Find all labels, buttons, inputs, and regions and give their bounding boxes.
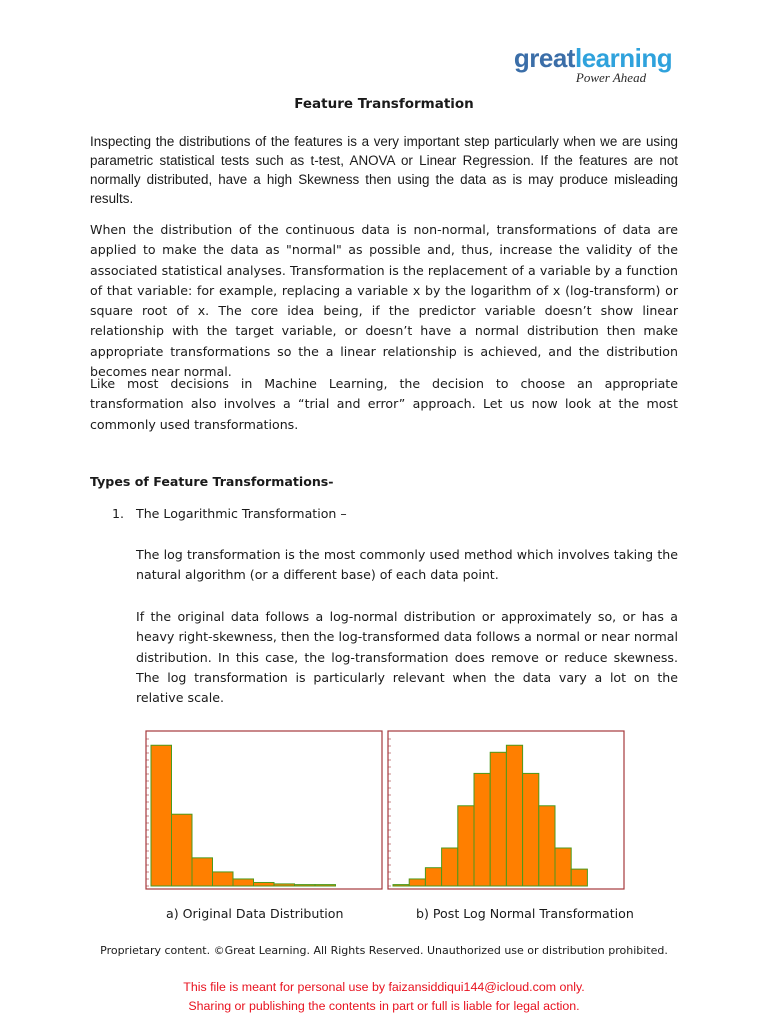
list-item-number: 1. xyxy=(112,506,125,521)
paragraph-log-effect: If the original data follows a log-normal distribution or approximately so, or has a heavy right-skewness, then the log-transformed data follows a normal or near normal distribution. In this case, the log-transformation does remove or reduce skewness. The log transformation is particularly relevant when the data vary a lot on the relative scale. xyxy=(136,609,678,706)
paragraph-transformation-definition: When the distribution of the continuous data is non-normal, transformations of data are applied to make the data as "normal" as possible and, thus, increase the validity of the associated statistical analyses. Transformation is the replacement of a variable by a function of that variable: for example, replacing a variable x by the logarithm of x (log-transform) or square root of x. The core idea being, if the predictor variable doesn’t show linear relationship with the target variable, or doesn’t have a normal distribution then make appropriate transformations so the a linear relationship is achieved, and the distribution becomes near normal. xyxy=(90,222,678,380)
caption-original-distribution: a) Original Data Distribution xyxy=(166,906,344,921)
logo-wordmark xyxy=(505,44,681,72)
histogram-bar xyxy=(409,879,425,886)
histogram-bar xyxy=(523,773,539,886)
paragraph-log-method: The log transformation is the most commonly used method which involves taking the natural algorithm (or a different base) of each data point. xyxy=(136,547,678,583)
histogram-bar xyxy=(274,884,295,886)
histogram-bar xyxy=(490,752,506,886)
notice-legal-warning: Sharing or publishing the contents in part or full is liable for legal action. xyxy=(188,999,580,1013)
histogram-bar xyxy=(474,773,490,886)
histogram-bar xyxy=(555,848,571,886)
histogram-bar xyxy=(151,745,172,886)
histogram-bar xyxy=(315,885,336,886)
histogram-bar xyxy=(233,879,254,886)
paragraph-trial-and-error: Like most decisions in Machine Learning, the decision to choose an appropriate transformation also involves a “trial and error” approach. Let us now look at the most commonly used transformations. xyxy=(90,376,678,432)
logo-tagline: Power Ahead xyxy=(575,70,647,85)
histogram-bar xyxy=(172,814,193,886)
page-title: Feature Transformation xyxy=(294,96,474,112)
footer-copyright: Proprietary content. ©Great Learning. All Rights Reserved. Unauthorized use or distribution prohibited. xyxy=(100,944,668,957)
histogram-bar xyxy=(213,872,234,886)
chart-original-distribution xyxy=(145,730,383,890)
list-item-label: The Logarithmic Transformation – xyxy=(136,506,347,521)
histogram-bar xyxy=(539,806,555,886)
greatlearning-logo xyxy=(505,44,681,86)
notice-personal-use: This file is meant for personal use by faizansiddiqui144@icloud.com only. xyxy=(183,980,585,994)
histogram-bar xyxy=(254,882,275,886)
chart-log-transformed-distribution xyxy=(387,730,625,890)
logo-part-great: great xyxy=(513,43,575,73)
logo-part-learning: learning xyxy=(574,43,673,73)
histogram-bar xyxy=(571,869,587,886)
histogram-bar xyxy=(442,848,458,886)
histogram-bar xyxy=(458,806,474,886)
section-heading: Types of Feature Transformations- xyxy=(90,474,334,489)
histogram-bar xyxy=(425,868,441,886)
histogram-bar xyxy=(393,885,409,886)
paragraph-intro: Inspecting the distributions of the features is a very important step particularly when we are using parametric statistical tests such as t-test, ANOVA or Linear Regression. If the features are not normally distributed, have a high Skewness then using the data as is may produce misleading results. xyxy=(90,134,678,206)
histogram-bar xyxy=(295,885,316,886)
caption-log-transformation: b) Post Log Normal Transformation xyxy=(416,906,634,921)
histogram-bar xyxy=(192,858,213,886)
histogram-bar xyxy=(506,745,522,886)
